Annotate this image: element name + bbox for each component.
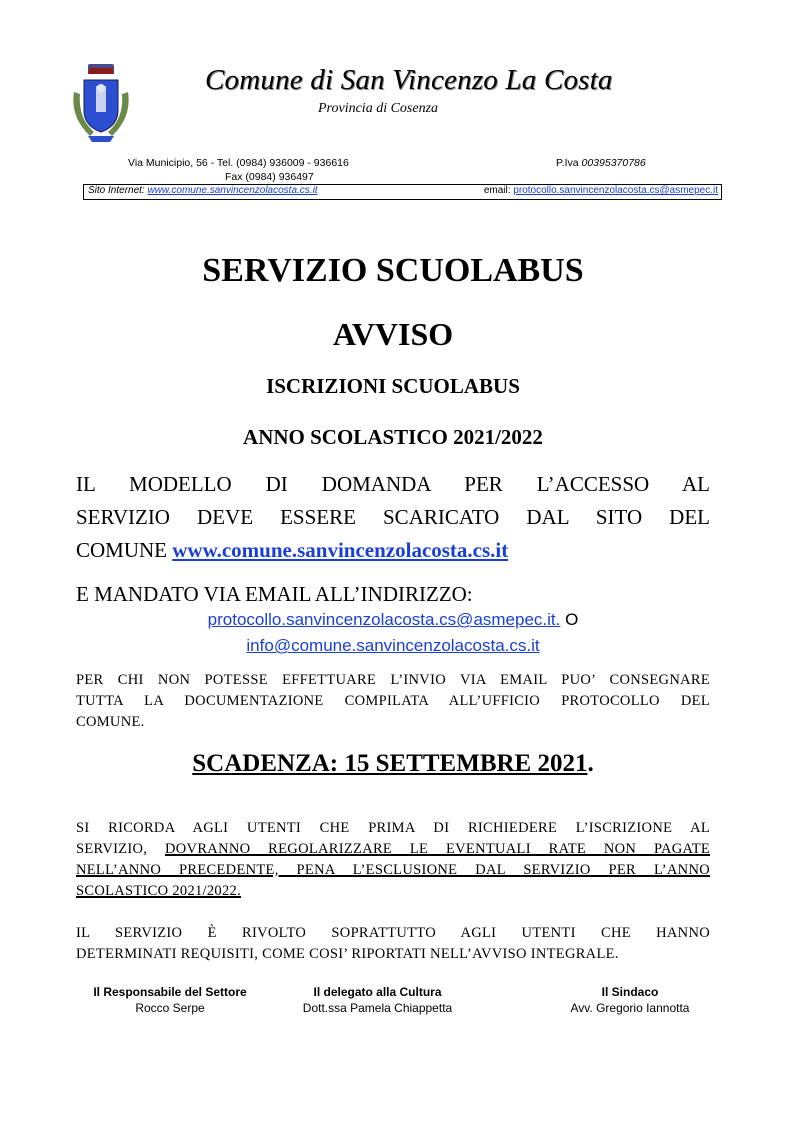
province-name: Provincia di Cosenza — [318, 101, 439, 116]
protocol-email-link[interactable]: protocollo.sanvincenzolacosta.cs@asmepec.it. — [207, 610, 561, 629]
instructions-line-2: SERVIZIO DEVE ESSERE SCARICATO DAL SITO DEL — [76, 505, 710, 529]
signature-block — [80, 985, 260, 1015]
signature-role: Il Responsabile del Settore — [93, 985, 247, 999]
delivery-line-1: PER CHI NON POTESSE EFFETTUARE L’INVIO VIA EMAIL PUO’ CONSEGNARE — [76, 672, 710, 688]
site-line: Sito Internet: www.comune.sanvincenzolacosta.cs.it — [88, 185, 318, 196]
signature-role: Il Sindaco — [601, 985, 659, 999]
deadline: SCADENZA: 15 SETTEMBRE 2021. — [192, 750, 594, 777]
reminder-paragraph — [76, 818, 710, 902]
requirements-line-1: IL SERVIZIO È RIVOLTO SOPRATTUTTO AGLI UTENTI CHE HANNO — [76, 925, 710, 941]
municipal-crest-icon — [68, 62, 134, 144]
enrollment-title: ISCRIZIONI SCUOLABUS — [266, 374, 520, 398]
email-link[interactable]: protocollo.sanvincenzolacosta.cs@asmepec.it — [513, 185, 718, 196]
signature-name: Avv. Gregorio Iannotta — [570, 1001, 690, 1015]
service-title: SERVIZIO SCUOLABUS — [202, 252, 584, 289]
notice-title: AVVISO — [332, 316, 454, 352]
signature-block — [555, 985, 705, 1015]
info-email-link[interactable]: info@comune.sanvincenzolacosta.cs.it — [246, 636, 540, 655]
email-line-1: protocollo.sanvincenzolacosta.cs@asmepec.it. O — [207, 610, 579, 629]
requirements-line-2: DETERMINATI REQUISITI, COME COSI’ RIPORTATI NELL’AVVISO INTEGRALE. — [76, 946, 619, 962]
reminder-line-1: SI RICORDA AGLI UTENTI CHE PRIMA DI RICHIEDERE L’ISCRIZIONE AL — [76, 820, 710, 836]
requirements-paragraph — [76, 923, 710, 965]
contact-box — [83, 184, 722, 200]
email-line-2 — [0, 636, 786, 656]
vat-number: P.Iva 00395370786 — [556, 157, 646, 169]
school-year-title: ANNO SCOLASTICO 2021/2022 — [243, 425, 543, 449]
instructions-line-1: IL MODELLO DI DOMANDA PER L’ACCESSO AL — [76, 472, 710, 496]
delivery-line-2: TUTTA LA DOCUMENTAZIONE COMPILATA ALL’UFFICIO PROTOCOLLO DEL — [76, 693, 710, 709]
instructions-line-3: COMUNE www.comune.sanvincenzolacosta.cs.it — [76, 538, 509, 562]
site-link[interactable]: www.comune.sanvincenzolacosta.cs.it — [147, 185, 318, 196]
signature-name: Rocco Serpe — [135, 1001, 205, 1015]
signature-role: Il delegato alla Cultura — [313, 985, 442, 999]
signature-name: Dott.ssa Pamela Chiappetta — [302, 1001, 453, 1015]
email-instruction: E MANDATO VIA EMAIL ALL’INDIRIZZO: — [76, 582, 473, 606]
instructions-paragraph — [76, 468, 710, 567]
reminder-line-4: SCOLASTICO 2021/2022. — [76, 883, 242, 899]
fax-line: Fax (0984) 936497 — [225, 171, 314, 183]
reminder-line-3: NELL’ANNO PRECEDENTE, PENA L’ESCLUSIONE DAL SERVIZIO PER L’ANNO — [76, 862, 710, 878]
delivery-line-3: COMUNE. — [76, 714, 145, 730]
delivery-paragraph — [76, 670, 710, 733]
comune-website-link[interactable]: www.comune.sanvincenzolacosta.cs.it — [172, 538, 509, 562]
reminder-line-2: SERVIZIO, DOVRANNO REGOLARIZZARE LE EVENTUALI RATE NON PAGATE — [76, 841, 711, 857]
address-line: Via Municipio, 56 - Tel. (0984) 936009 - 936616 — [128, 157, 349, 169]
email-line: email: protocollo.sanvincenzolacosta.cs@asmepec.it — [483, 185, 718, 196]
municipality-title: Comune di San Vincenzo La Costa — [205, 64, 613, 96]
signature-block — [285, 985, 470, 1015]
